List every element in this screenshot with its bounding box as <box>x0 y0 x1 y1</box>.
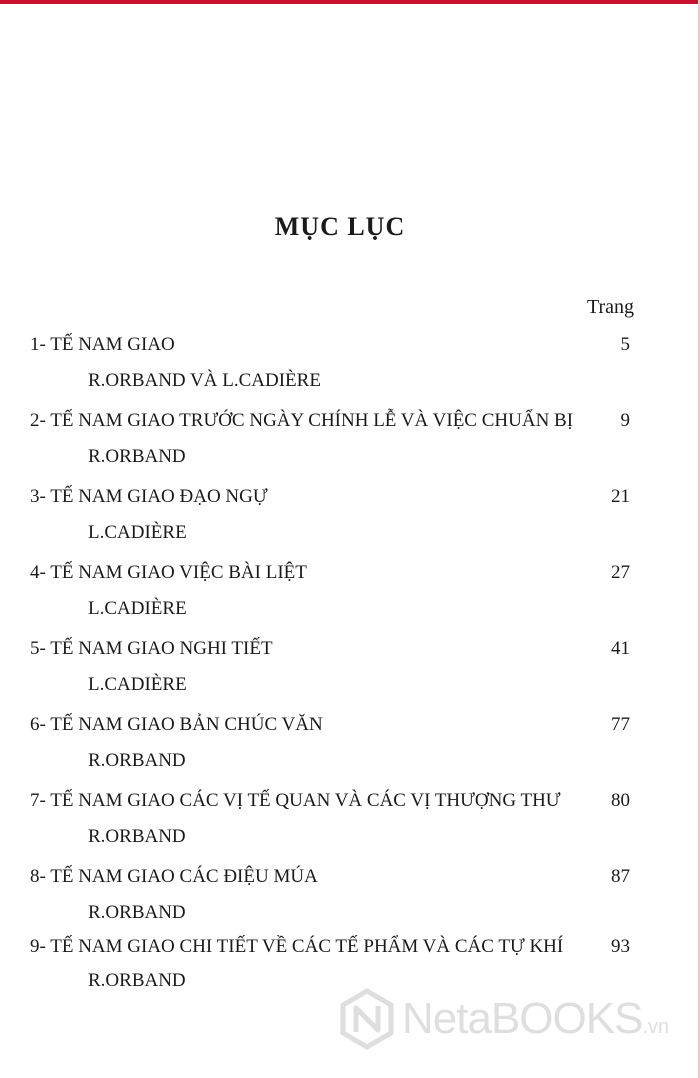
netabooks-watermark <box>338 988 680 1050</box>
toc-entry-title: 5- TẾ NAM GIAO NGHI TIẾT <box>30 638 273 659</box>
toc-entry-author: R.ORBAND <box>88 970 186 991</box>
toc-entry-3 <box>30 478 636 554</box>
toc-entry-2 <box>30 402 636 478</box>
toc-entry-author: R.ORBAND <box>88 750 186 771</box>
watermark-text <box>402 994 669 1044</box>
toc-entry-author: R.ORBAND VÀ L.CADIÈRE <box>88 370 321 391</box>
toc-entry-author: L.CADIÈRE <box>88 522 187 543</box>
toc-entry-page: 27 <box>611 562 630 583</box>
toc-entry-author: L.CADIÈRE <box>88 674 187 695</box>
toc-entry-title: 8- TẾ NAM GIAO CÁC ĐIỆU MÚA <box>30 866 318 887</box>
toc-entry-page: 77 <box>611 714 630 735</box>
toc-entry-title: 2- TẾ NAM GIAO TRƯỚC NGÀY CHÍNH LỄ VÀ VIỆC CHUẨN BỊ <box>30 410 574 431</box>
watermark-brand: NetaBOOKS <box>402 994 643 1043</box>
netabooks-logo-icon <box>338 988 396 1050</box>
toc-entry-title: 6- TẾ NAM GIAO BẢN CHÚC VĂN <box>30 714 323 735</box>
watermark-suffix: .vn <box>642 1016 670 1038</box>
toc-entry-page: 9 <box>620 410 630 431</box>
toc-entry-title: 7- TẾ NAM GIAO CÁC VỊ TẾ QUAN VÀ CÁC VỊ THƯỢNG THƯ <box>30 790 561 811</box>
toc-entry-page: 80 <box>611 790 630 811</box>
toc-entry-page: 93 <box>611 936 630 957</box>
page-title: MỤC LỤC <box>274 212 406 241</box>
toc-entry-page: 21 <box>611 486 630 507</box>
toc-entry-page: 87 <box>611 866 630 887</box>
toc-entry-page: 41 <box>611 638 630 659</box>
table-of-contents <box>30 326 636 1014</box>
toc-entry-8 <box>30 858 636 934</box>
toc-entry-4 <box>30 554 636 630</box>
toc-entry-7 <box>30 782 636 858</box>
toc-entry-title: 3- TẾ NAM GIAO ĐẠO NGỰ <box>30 486 268 507</box>
toc-entry-6 <box>30 706 636 782</box>
page-column-header: Trang <box>586 296 634 318</box>
toc-entry-title: 9- TẾ NAM GIAO CHI TIẾT VỀ CÁC TẾ PHẨM VÀ CÁC TỰ KHÍ <box>30 936 564 957</box>
toc-entry-page: 5 <box>620 334 630 355</box>
top-red-border <box>0 0 700 4</box>
toc-entry-author: L.CADIÈRE <box>88 598 187 619</box>
toc-entry-author: R.ORBAND <box>88 902 186 923</box>
toc-entry-title: 4- TẾ NAM GIAO VIỆC BÀI LIỆT <box>30 562 307 583</box>
toc-entry-author: R.ORBAND <box>88 446 186 467</box>
toc-entry-1 <box>30 326 636 402</box>
toc-entry-5 <box>30 630 636 706</box>
toc-entry-author: R.ORBAND <box>88 826 186 847</box>
toc-entry-title: 1- TẾ NAM GIAO <box>30 334 175 355</box>
